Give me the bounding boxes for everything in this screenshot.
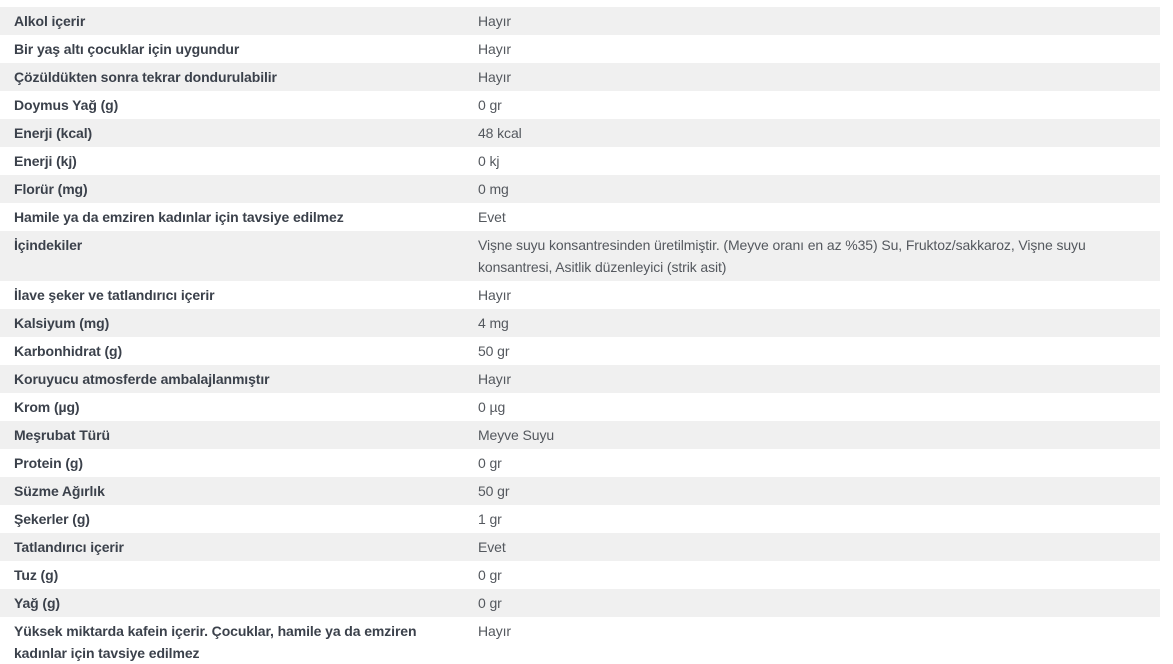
table-row (0, 393, 1160, 421)
table-row (0, 281, 1160, 309)
attribute-name: Krom (µg) (14, 399, 80, 415)
table-row (0, 337, 1160, 365)
attribute-value: 0 gr (478, 97, 502, 113)
attribute-name: Hamile ya da emziren kadınlar için tavsiye edilmez (14, 209, 344, 225)
table-row (0, 589, 1160, 617)
attribute-name: Kalsiyum (mg) (14, 315, 110, 331)
table-row (0, 63, 1160, 91)
attribute-name: Şekerler (g) (14, 511, 90, 527)
attribute-value: 0 kj (478, 153, 500, 169)
attribute-name: Tatlandırıcı içerir (14, 539, 124, 555)
attribute-name: Enerji (kj) (14, 153, 77, 169)
attribute-value: Hayır (478, 13, 511, 29)
attribute-value: 0 gr (478, 595, 502, 611)
table-row (0, 7, 1160, 35)
attribute-name: Çözüldükten sonra tekrar dondurulabilir (14, 69, 277, 85)
attribute-value: 0 gr (478, 567, 502, 583)
attribute-name: Doymus Yağ (g) (14, 97, 119, 113)
table-row (0, 35, 1160, 63)
attribute-value: 50 gr (478, 343, 510, 359)
attribute-name: Bir yaş altı çocuklar için uygundur (14, 41, 240, 57)
attribute-value: Hayır (478, 69, 511, 85)
attribute-value: 0 mg (478, 181, 509, 197)
attribute-name: Karbonhidrat (g) (14, 343, 123, 359)
attribute-value: 4 mg (478, 315, 509, 331)
attribute-value: Meyve Suyu (478, 427, 555, 443)
attribute-name: Protein (g) (14, 455, 83, 471)
attribute-name: İçindekiler (14, 237, 83, 253)
table-row (0, 203, 1160, 231)
table-row (0, 231, 1160, 281)
table-row (0, 91, 1160, 119)
table-row (0, 561, 1160, 589)
attribute-value: 48 kcal (478, 125, 522, 141)
table-row (0, 309, 1160, 337)
table-row (0, 617, 1160, 664)
attribute-name: Enerji (kcal) (14, 125, 93, 141)
attribute-value: Hayır (478, 287, 511, 303)
attribute-name: İlave şeker ve tatlandırıcı içerir (14, 287, 215, 303)
attribute-value: 0 gr (478, 455, 502, 471)
attribute-name: Yüksek miktarda kafein içerir. Çocuklar, hamile ya da emziren kadınlar için tavsiye edilmez (14, 623, 417, 661)
attribute-name: Süzme Ağırlık (14, 483, 105, 499)
attribute-name: Meşrubat Türü (14, 427, 110, 443)
table-row (0, 365, 1160, 393)
attribute-name: Koruyucu atmosferde ambalajlanmıştır (14, 371, 270, 387)
product-attributes-table (0, 7, 1160, 664)
attribute-value: Vişne suyu konsantresinden üretilmiştir. (Meyve oranı en az %35) Su, Fruktoz/sakkaroz, Vişne suyu konsantresi, Asitlik düzenleyici (strik asit) (478, 237, 1086, 275)
table-row (0, 119, 1160, 147)
attribute-name: Alkol içerir (14, 13, 86, 29)
attribute-name: Florür (mg) (14, 181, 88, 197)
table-row (0, 477, 1160, 505)
attribute-value: Hayır (478, 371, 511, 387)
attribute-value: 0 µg (478, 399, 506, 415)
table-row (0, 175, 1160, 203)
attribute-name: Yağ (g) (14, 595, 60, 611)
attribute-value: Evet (478, 539, 506, 555)
attribute-value: Hayır (478, 623, 511, 639)
attribute-value: 1 gr (478, 511, 502, 527)
table-row (0, 505, 1160, 533)
attribute-value: 50 gr (478, 483, 510, 499)
table-row (0, 421, 1160, 449)
table-row (0, 449, 1160, 477)
attribute-name: Tuz (g) (14, 567, 59, 583)
attribute-value: Evet (478, 209, 506, 225)
table-row (0, 147, 1160, 175)
attribute-value: Hayır (478, 41, 511, 57)
table-row (0, 533, 1160, 561)
